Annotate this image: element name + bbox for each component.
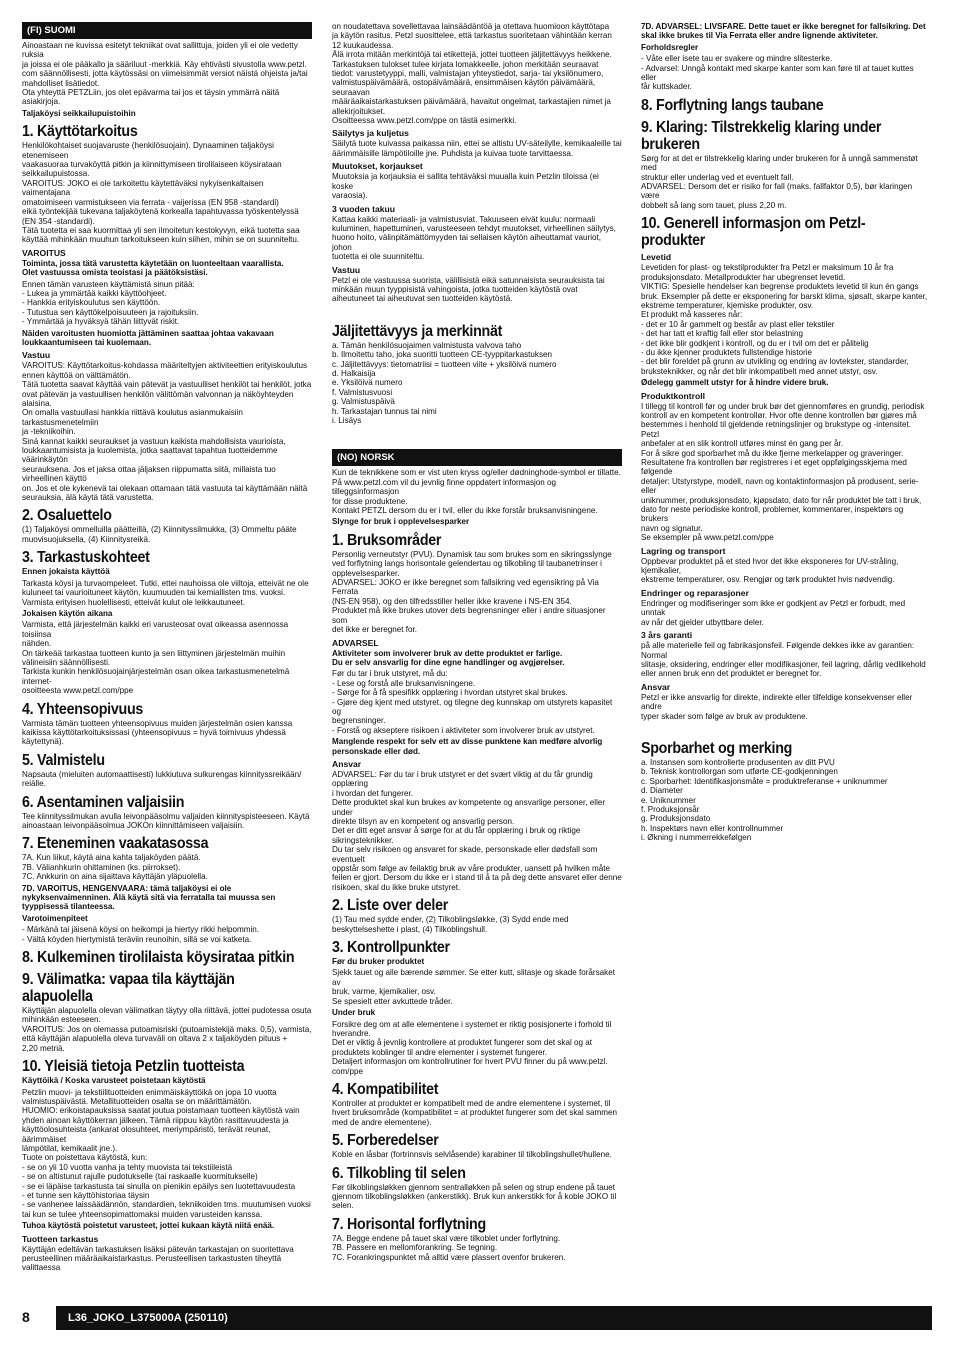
bold-paragraph: 7D. ADVARSEL: LIVSFARE. Dette tauet er ikke beregnet for fallsikring. Det skal ikke brukes til Via Ferrata eller andre lignende aktiviteter. [641, 22, 926, 41]
subsection-heading: Säilytys ja kuljetus [332, 128, 409, 139]
subsection-heading: Vastuu [332, 264, 361, 275]
body-paragraph: Ainoastaan ne kuvissa esitetyt tekniikat ovat sallittuja, joiden yli ei ole vedetty ruksia ja joissa ei ole pääkallo ja sääriluut -merkkiä. Käy ehtivästi sivustolla www.petzl. com säännöllisesti, jotta käytössäsi on viimeisimmät versiot näistä ohjeista ja/tai mahdolliset lisätiedot. Ota yhteyttä PETZLiin, jos olet epävarma tai jos et täysin ymmärrä näitä asiakirjoja. [22, 41, 308, 107]
bold-paragraph: Toiminta, jossa tätä varustetta käytetään on luonteeltaan vaarallista. Olet vastuussa omista teoistasi ja päätöksistäsi. [22, 258, 284, 278]
section-heading: Sporbarhet og merking [641, 739, 793, 757]
section-heading: Jäljitettävyys ja merkinnät [332, 322, 503, 340]
subsection-heading: ADVARSEL [332, 637, 379, 648]
body-paragraph: Koble en låsbar (fortrinnsvis selvlåsende) karabiner til tilkoblingshullet/hullene. [332, 1150, 612, 1160]
bold-paragraph: Slynge for bruk i opplevelsesparker [332, 517, 470, 527]
subsection-heading: Levetid [641, 252, 672, 263]
bold-paragraph: Jokaisen käytön aikana [22, 608, 113, 618]
page-number: 8 [22, 1309, 30, 1325]
body-paragraph: Henkilökohtaiset suojavaruste (henkilösuojain). Dynaaminen taljaköysi etenemiseen vaakasuoraa turvaköyttä pitkin ja kiinnittymiseen tirolilaiseen köysirataan seikkailupuistossa. VAROITUS: JOKO ei ole tarkoitettu käytettäväksi nykyisenkaltaisen vaimentajana omatoimiseen varmistukseen via ferrata - vaijerissa (EN 958 -standardi) eikä työntekijää tukevana taljaköytenä korkealla tapahtuvassa työskentelyssä (EN 354 -standardi). Tätä tuotetta ei saa kuormittaa yli sen ilmoitetun kestokyvyn, eikä tuotetta saa käyttää mihinkään muuhun tarkoitukseen kuin siihen, mihin se on suunniteltu. [22, 141, 300, 245]
bold-paragraph: Näiden varoitusten huomiotta jättäminen saattaa johtaa vakavaan loukkaantumiseen tai kuolemaan. [22, 328, 274, 347]
body-paragraph: Petzlin muovi- ja tekstiilituotteiden enimmäiskäyttöikä on jopa 10 vuotta valmistuspäivästä. Metallituotteiden osalta se on määrittämätön. HUOMIO: erikoistapauksissa saatat joutua poistamaan tuotteen käytöstä vain yhden ainoan käyttökerran jälkeen. Tämä riippuu käytön rasittavuudesta ja käyttöolosuhteista (ankarat olosuhteet, meriympäristö, terävät reunat, äärimmäiset lämpötilat, kemikaalit jne.). Tuote on poistettava käytöstä, kun: - se on yli 10 vuotta vanha ja tehty muovista tai tekstiileistä - se on altistunut rajulle pudotukselle (tai raskaalle kuormitukselle) - se ei läpäise tarkastusta tai sinulla on pienikin epäilys sen luotettavuudesta - et tunne sen käyttöhistoriaa täysin - se vanhenee laissäädännön, standardien, tekniikoiden tms. muutumisen vuoksi tai kun se tulee yhteensopimattomaksi muiden varusteiden kanssa. [22, 1087, 311, 1219]
section-heading: 5. Forberedelser [332, 1132, 439, 1150]
language-section-header: (NO) NORSK [332, 449, 622, 466]
section-heading: 10. Generell informasjon om Petzl- produkter [641, 215, 866, 250]
column-finnish-norwegian [332, 22, 622, 1264]
bold-paragraph: Ødelegg gammelt utstyr for å hindre videre bruk. [641, 378, 829, 388]
section-heading: 9. Välimatka: vapaa tila käyttäjän alapuolella [22, 971, 235, 1006]
subsection-heading: Produktkontroll [641, 390, 705, 401]
page-footer [22, 1306, 932, 1330]
body-paragraph: on noudatettava sovellettavaa lainsäädäntöä ja otettava huomioon käyttötapa ja käytön rasitus. Petzl suosittelee, että tarkastus suoritetaan vähintään kerran 12 kuukaudessa. Älä irrota mitään merkintöjä tai etikettejä, jottei tuotteen jäljitettävyys heikkene. Tarkastuksen tulokset tulee kirjata lomakkeelle, johon merkitään seuraavat tiedot: varustetyyppi, malli, valmistajan yhteystiedot, sarja- tai yksilönumero, valmistuspäivämäärä, ostopäivämäärä, ensimmäisen käytön päivämäärä, seuraavan määräaikaistarkastuksen päivämäärä, havaitut ongelmat, tarkastajien nimet ja allekirjoitukset. Osoitteessa www.petzl.com/ppe on tästä esimerkki. [332, 22, 612, 126]
body-paragraph: (1) Tau med sydde ender, (2) Tilkoblingsløkke, (3) Sydd ende med beskyttelseshette i plast, (4) Tilkoblingshull. [332, 915, 569, 934]
body-paragraph: (1) Taljaköysi ommelluilla päätteillä, (2) Kiinnityssilmukka, (3) Ommeltu pääte muovisuojuksella, (4) Kiinnitysreikä. [22, 525, 297, 544]
body-paragraph: a. Instansen som kontrollerte produsenten av ditt PVU b. Teknisk kontrollorgan som utførte CE-godkjenningen c. Sporbarhet: Identifikasjonsmåte = produktreferanse + uniknummer d. Diameter e. Uniknummer f. Produksjonsår g. Produksjonsdato h. Inspektørs navn eller kontrollnummer i. Økning i nummerrekkefølgen [641, 757, 888, 843]
body-paragraph: Levetiden for plast- og tekstilprodukter fra Petzl er maksimum 10 år fra produksjonsdato. Metallprodukter har ubegrenset levetid. VIKTIG: Spesielle hendelser kan begrense produktets levetid til kun én gangs bruk. Eksempler på dette er eksponering for barskt klima, sjøsalt, skarpe kanter, ekstreme temperaturer, kjemiske produkter, osv. Et produkt må kasseres når: - det er 10 år gammelt og består av plast eller tekstiler - det har tatt et kraftig fall eller stor belastning - det ikke blir godkjent i kontroll, og du er i tvil om det er pålitelig - du ikke kjenner produktets fullstendige historie - det blir foreldet på grunn av utvikling og endring av lovtekster, standarder, bruksteknikker, og når det blir inkompatibelt med annet utstyr, osv. [641, 263, 928, 376]
body-paragraph: Petzl er ikke ansvarlig for direkte, indirekte eller tilfeldige konsekvenser eller andre typer skader som følge av bruk av produktene. [641, 692, 913, 721]
section-heading: 6. Tilkobling til selen [332, 1164, 466, 1182]
body-paragraph: Käyttäjän alapuolella olevan välimatkan täytyy olla riittävä, jottei pudotessa osuta mihinkään esteeseen. VAROITUS: Jos on olemassa putoamisriski (putoamistekijä maks. 0,5), varmista, että käyttäjän alapuolella oleva turvaväli on oltava 2 x taljaköyden pituus + 2,20 metriä. [22, 1006, 312, 1053]
language-section-header: (FI) SUOMI [22, 22, 312, 39]
subsection-heading: Muutokset, korjaukset [332, 161, 423, 172]
subsection-heading: 3 års garanti [641, 630, 693, 641]
body-paragraph: ADVARSEL: Før du tar i bruk utstyret er det svært viktig at du får grundig opplæring i hvordan det fungerer. Dette produktet skal kun brukes av kompetente og ansvarlige personer, eller under direkte tilsyn av en kompetent og ansvarlig person. Det er ditt eget ansvar å sørge for at du får opplæring i bruk og riktige sikringsteknikker. Du tar selv risikoen og ansvaret for skade, personskade eller dødsfall som eventuelt oppstår som følge av feilaktig bruk av våre produkter, uansett på hvilken måte feilen er gjort. Dersom du ikke er i stand til å ta på deg dette ansvaret eller denne risikoen, skal du ikke bruke utstyret. [332, 769, 622, 892]
subsection-heading: Vastuu [22, 350, 51, 361]
section-heading: 10. Yleisiä tietoja Petzlin tuotteista [22, 1058, 245, 1076]
section-heading: 5. Valmistelu [22, 751, 105, 769]
body-paragraph: Kontroller at produktet er kompatibelt med de andre elementene i systemet, til hvert bruksområde (kompatibilitet = at produktet fungerer som det skal sammen med de andre elementene). [332, 1098, 617, 1127]
body-paragraph: Endringer og modifiseringer som ikke er godkjent av Petzl er forbudt, med unntak av når det gjelder utbyttbare deler. [641, 598, 906, 627]
section-heading: 4. Yhteensopivuus [22, 700, 144, 718]
body-paragraph: Tee kiinnityssilmukan avulla leivonpääsolmu valjaiden kiinnityspisteeseen. Käytä ainoastaan leivonpääsolmua JOKOn kiinnittämiseen valjaisiin. [22, 811, 310, 830]
bold-paragraph: Under bruk [332, 1008, 376, 1018]
body-paragraph: Ennen tämän varusteen käyttämistä sinun pitää: - Lukea ja ymmärtää kaikki käyttöohjeet. - Hankkia erityiskoulutus sen käyttöön. - Tutustua sen käyttökelpoisuuteen ja rajoituksiin. - Ymmärtää ja hyväksyä tähän liittyvät riskit. [22, 279, 199, 327]
body-paragraph: Tarkasta köysi ja turvaompeleet. Tutki, ettei nauhoissa ole viiltoja, etteivät ne ole kuluneet tai vaurioituneet käytön, kuumuuden tai kemiallisten tms. vuoksi. Varmista erityisen huolellisesti, etteivät kulut ole leikkautuneet. [22, 578, 309, 607]
section-heading: 2. Osaluettelo [22, 507, 112, 525]
bold-paragraph: Käyttöikä / Koska varusteet poistetaan käytöstä [22, 1076, 206, 1086]
section-heading: 9. Klaring: Tilstrekkelig klaring under brukeren [641, 118, 882, 153]
body-paragraph: - Våte eller isete tau er svakere og mindre slitesterke. - Advarsel: Unngå kontakt med skarpe kanter som kan føre til at tauet kuttes eller får kuttskader. [641, 54, 914, 92]
spacer [641, 723, 931, 735]
section-heading: 3. Tarkastuskohteet [22, 549, 150, 567]
document-reference-bar [56, 1306, 932, 1330]
body-paragraph: Säilytä tuote kuivassa paikassa niin, ettei se altistu UV-säteilylle, kemikaaleille tai äärimmäisille lämpötiloille jne. Puhdista ja kuivaa tuote tarvittaessa. [332, 139, 622, 158]
body-paragraph: Kattaa kaikki materiaali- ja valmistusviat. Takuuseen eivät kuulu: normaali kuluminen, hapettuminen, varusteeseen tehdyt muutokset, virheellinen säilytys, huono hoito, välinpitämättömyyden tai sellaisen käytön aiheuttamat vauriot, johon tuotetta ei ole suunniteltu. [332, 214, 616, 262]
body-paragraph: Petzl ei ole vastuussa suorista, välillisistä eikä satunnaisista seurauksista tai minkään muun tyyppisistä vahingoista, jotka tuotteiden käytöstä ovat aiheutuneet tai aiheutuvat sen tuotteiden käytöstä. [332, 275, 605, 304]
body-paragraph: 7A. Kun liikut, käytä aina kahta taljaköyden päätä. 7B. Välianhkurin ohittaminen (ks. piirrokset). 7C. Ankkurin on aina sijaittava käyttäjän yläpuolella. [22, 853, 208, 882]
bold-paragraph: Forholdsregler [641, 42, 699, 52]
section-heading: 8. Kulkeminen tirolilaista köysirataa pitkin [22, 949, 295, 967]
body-paragraph: a. Tämän henkilösuojaimen valmistusta valvova taho b. Ilmoitettu taho, joka suoritti tuotteen CE-tyyppitarkastuksen c. Jäljitettävyys: tietomatriisi = tuotteen viite + yksilöivä numero d. Halkaisija e. Yksilöivä numero f. Valmistusvuosi g. Valmistuspäivä h. Tarkastajan tunnus tai nimi i. Lisäys [332, 340, 557, 425]
bold-paragraph: Aktiviteter som involverer bruk av dette produktet er farlige. Du er selv ansvarlig for dine egne handlinger og avgjørelser. [332, 648, 565, 667]
bold-paragraph: Før du bruker produktet [332, 957, 425, 967]
subsection-heading: Endringer og reparasjoner [641, 587, 749, 598]
body-paragraph: Før tilkoblingsløkken gjennom sentralløkken på selen og strup endene på tauet gjennom tilkoblingsløkken (ankerstikk). Bruk kun ankerstikk for å koble JOKO til selen. [332, 1182, 617, 1211]
bold-paragraph: Tuhoa käytöstä poistetut varusteet, jottei kukaan käytä niitä enää. [22, 1221, 275, 1231]
bold-paragraph: Varotoimenpiteet [22, 913, 88, 923]
body-paragraph: Sjekk tauet og alle bærende sømmer. Se etter kutt, slitasje og skade forårsaket av bruk, varme, kjemikalier, osv. Se spesielt etter avkuttede tråder. [332, 968, 615, 1006]
bold-paragraph: Ennen jokaista käyttöä [22, 567, 110, 577]
section-heading: 6. Asentaminen valjaisiin [22, 793, 185, 811]
body-paragraph: Oppbevar produktet på et sted hvor det ikke eksponeres for UV-stråling, kjemikalier, ekstreme temperaturer, osv. Rengjør og tørk produktet hvis nødvendig. [641, 556, 899, 585]
subsection-heading: Ansvar [332, 758, 362, 769]
body-paragraph: Varmista, että järjestelmän kaikki eri varusteosat ovat oikeassa asennossa toisiinsa nähden. On tärkeää tarkastaa tuotteen kunto ja sen liittyminen järjestelmän muihin välineisiin säännöllisesti. Tarkista kunkin henkilösuojainjärjestelmän osan oikea tarkastusmenetelmä internet- osoitteesta www.petzl.com/ppe [22, 620, 290, 696]
section-heading: 1. Bruksområder [332, 531, 442, 549]
body-paragraph: 7A. Begge endene på tauet skal være tilkoblet under forflytning. 7B. Passere en mellomforankring. Se tegning. 7C. Forankringspunktet må alltid være plassert ovenfor brukeren. [332, 1233, 566, 1262]
subsection-heading: Ansvar [641, 681, 671, 692]
bold-paragraph: 7D. VAROITUS, HENGENVAARA: tämä taljaköysi ei ole nykyksenvaimenninen. Älä käytä sitä via ferratalla tai muussa sen tyyppisessä tilanteessa. [22, 883, 276, 912]
spacer [332, 306, 622, 318]
body-paragraph: Sørg for at det er tilstrekkelig klaring under brukeren for å unngå sammenstøt med struktur eller underlag ved et eventuelt fall. ADVARSEL: Dersom det er risiko for fall (maks. fallfaktor 0,5), bør klaringen være dobbelt så lang som tauet, pluss 2,20 m. [641, 153, 918, 210]
body-paragraph: Muutoksia ja korjauksia ei sallita tehtäväksi muualla kuin Petzlin tiloissa (ei koske varaosia). [332, 172, 599, 201]
bold-paragraph: Manglende respekt for selv ett av disse punktene kan medføre alvorlig personskade eller død. [332, 737, 603, 756]
body-paragraph: Napsauta (mieluiten automaattisesti) lukkiutuva sulkurengas kiinnityssreikään/ reiälle. [22, 769, 302, 789]
section-heading: 8. Forflytning langs taubane [641, 96, 824, 114]
body-paragraph: - Märkänä tai jäisenä köysi on heikompi ja hiertyy rikki helpommin. - Vältä köyden hiertymistä teräviin reunoihin, sillä se voi katketa. [22, 925, 260, 944]
section-heading: 4. Kompatibilitet [332, 1080, 439, 1098]
subsection-heading: 3 vuoden takuu [332, 203, 396, 214]
section-heading: 3. Kontrollpunkter [332, 939, 450, 957]
body-paragraph: Varmista tämän tuotteen yhteensopivuus muiden järjestelmän osien kanssa kaikissa käyttötarkoituksissasi (yhteensopivuus = hyvä toimivuus yhdessä käytettynä). [22, 718, 293, 747]
column-finnish [22, 22, 312, 1275]
body-paragraph: Käyttäjän edeltävän tarkastuksen lisäksi pätevän tarkastajan on suoritettava perusteellinen määräaikaistarkastus. Perusteellisen tarkastusten tiheyttä valittaessa [22, 1244, 294, 1273]
subsection-heading: Lagring og transport [641, 545, 726, 556]
section-heading: 7. Horisontal forflytning [332, 1215, 486, 1233]
body-paragraph: Kun de teknikkene som er vist uten kryss og/eller dødninghode-symbol er tillatte. På www.petzl.com vil du jevnlig finne oppdatert informasjon og tilleggsinformasjon for disse produktene. Kontakt PETZL dersom du er i tvil, eller du ikke forstår bruksanvisningene. [332, 468, 621, 516]
column-norwegian [641, 22, 931, 845]
body-paragraph: VAROITUS: Käyttötarkoitus-kohdassa määriteltyjen aktiviteettien erityiskoulutus ennen käyttöä on välttämätön. Tätä tuotetta saavat käyttää vain pätevät ja vastuulliset henkilöt tai henkilöt, jotka ovat pätevän ja vastuullisen henkilön välittömän valvonnan ja näköyhteyden alaisina. On omalla vastuullasi hankkia riittävä koulutus asianmukaisiin tarkastusmenetelmiin ja -tekniikoihin. Sinä kannat kaikki seuraukset ja vastuun kaikista mahdollisista vaurioista, loukkaantumisista ja kuolemista, jotka saattavat tapahtua tuotteidemme väärinkäytön seurauksena. Jos et jaksa ottaa jäljaksen riippumatta siitä, millaista tuo virheellinen käyttö on. Jos et ole kykenevä tai olekaan ottamaan tätä vastuuta tai käyttämään näitä seurauksia, älä käytä tätä varustetta. [22, 361, 312, 503]
body-paragraph: Før du tar i bruk utstyret, må du: - Lese og forstå alle bruksanvisningene. - Sørge for å få spesifikk opplæring i hvordan utstyret skal brukes. - Gjøre deg kjent med utstyret, og tilegne deg kunnskap om utstyrets kapasitet og begrensninger. - Forstå og akseptere risikoen i aktiviteter som involverer bruk av utstyret. [332, 669, 613, 735]
section-heading: 2. Liste over deler [332, 897, 449, 915]
section-heading: 7. Eteneminen vaakatasossa [22, 835, 209, 853]
subsection-heading: VAROITUS [22, 247, 66, 258]
subsection-heading: Tuotteen tarkastus [22, 1233, 99, 1244]
section-heading: 1. Käyttötarkoitus [22, 123, 138, 141]
document-reference: L36_JOKO_L375000A (250110) [68, 1312, 228, 1324]
body-paragraph: Forsikre deg om at alle elementene i systemet er riktig posisjonerte i forhold til hverandre. Det er viktig å jevnlig kontrollere at produktet fungerer som det skal og at produktets koblinger til andre elementer i systemet fungerer. Detaljert informasjon om kontrollrutiner for hvert PVU finner du på www.petzl. com/ppe [332, 1019, 612, 1076]
body-paragraph: på alle materielle feil og fabrikasjonsfeil. Følgende dekkes ikke av garantien: Normal slitasje, oksidering, endringer eller modifikasjoner, feil lagring, dårlig vedlikehold eller annen bruk enn det produktet er beregnet for. [641, 641, 926, 679]
bold-paragraph: Taljaköysi seikkailupuistoihin [22, 108, 136, 118]
body-paragraph: I tillegg til kontroll før og under bruk bør det gjennomføres en grundig, periodisk kontroll av en kompetent kontrollør. Hvor ofte denne kontrollen bør gjøres må bestemmes i henhold til gjeldende retningslinjer og brukstype og -intensitet. Petzl anbefaler at en slik kontroll utføres minst én gang per år. For å sikre god sporbarhet må du ikke fjerne merkelapper og graveringer. Resultatene fra kontrollen bør registreres i et eget oppfølgingsskjema med følgende detaljer: Utstyrstype, modell, navn og kontaktinformasjon på produsent, serie- eller uniknummer, produksjonsdato, kjøpsdato, dato for når produktet ble tatt i bruk, dato for neste periodiske kontroll, problemer, kommentarer, inspektørs og brukers navn og signatur. Se eksempler på www.petzl.com/ppe [641, 401, 925, 543]
body-paragraph: Personlig verneutstyr (PVU). Dynamisk tau som brukes som en sikringsslynge ved forflytning langs horisontale gelendertau og tilkobling til taubanetrinser i opplevelsesparker. ADVARSEL: JOKO er ikke beregnet som fallsikring ved egensikring på Via Ferrata (NS-EN 958), og den tilfredsstiller heller ikke kravene i NS-EN 354. Produktet må ikke brukes utover dets begrensninger eller i andre situasjoner som det ikke er beregnet for. [332, 549, 612, 635]
spacer [332, 427, 622, 449]
